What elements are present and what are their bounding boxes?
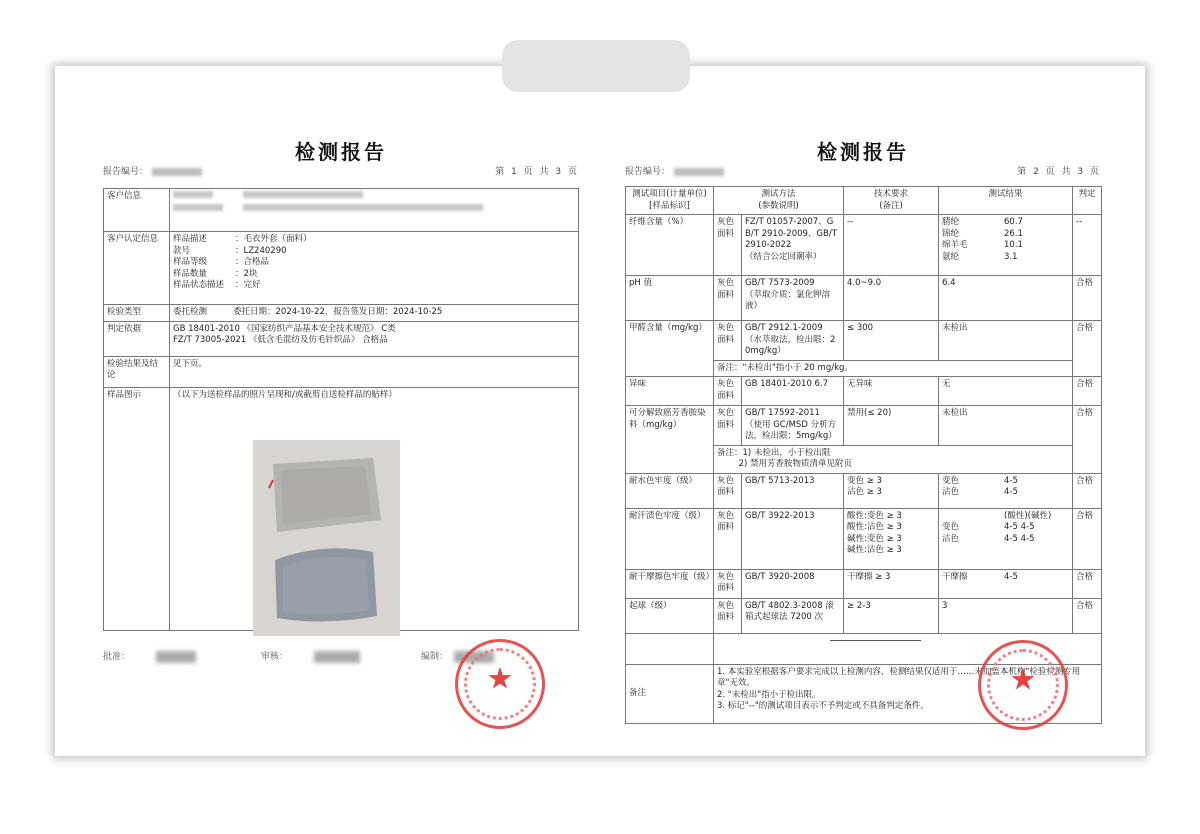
result-line — [942, 572, 1069, 584]
requirement: 酸性:变色 ≥ 3 酸性:沾色 ≥ 3 碱性:变色 ≥ 3 碱性:沾色 ≥ 3 — [844, 508, 939, 569]
result-line — [942, 408, 1069, 420]
result-value: 10.1 — [1004, 240, 1023, 250]
test-result — [939, 406, 1073, 446]
test-result — [939, 215, 1073, 276]
sample-part: 灰色面料 — [714, 508, 742, 569]
field-value: ：毛衣外套（面料） — [235, 234, 312, 244]
result-value: 4-5 — [1004, 571, 1018, 582]
judgement: 合格 — [1073, 276, 1102, 321]
table-header-row — [626, 187, 1102, 215]
requirement: ≥ 2-3 — [844, 598, 939, 633]
redacted-label — [173, 191, 213, 198]
sample-info-value — [170, 232, 579, 305]
approve-signature — [103, 649, 196, 663]
report-meta — [103, 164, 579, 178]
result-line — [942, 323, 1069, 335]
test-result — [939, 508, 1073, 569]
redacted-client-name — [243, 191, 363, 198]
sample-photo — [253, 440, 400, 636]
result-key: 腈纶 — [942, 217, 960, 227]
result-key: 沾色 — [942, 487, 960, 497]
requirement: 变色 ≥ 3 沾色 ≥ 3 — [844, 473, 939, 508]
requirement: 4.0~9.0 — [844, 276, 939, 321]
report-scan-sheet — [55, 66, 1145, 756]
requirement: -- — [844, 215, 939, 276]
official-seal-stamp — [978, 640, 1068, 730]
separator-line — [830, 640, 921, 641]
table-row — [104, 189, 579, 232]
field-key: 样品描述 — [173, 234, 208, 244]
test-item: 纤维含量（%） — [626, 215, 714, 276]
result-key: 氨纶 — [942, 251, 960, 262]
result-line — [942, 240, 1069, 252]
result-key: 变色 — [942, 475, 960, 486]
audit-label: 审核： — [261, 652, 289, 662]
result-value: 4-5 4-5 — [1004, 533, 1035, 544]
test-method: GB 18401-2010 6.7 — [742, 377, 844, 406]
redacted-client-address — [243, 204, 483, 211]
table-row — [626, 215, 1102, 276]
test-result — [939, 598, 1073, 633]
table-row — [104, 305, 579, 322]
test-result — [939, 276, 1073, 321]
result-value: 26.1 — [1004, 228, 1023, 239]
table-row — [104, 356, 579, 387]
result-value: (酸性)(碱性) — [1004, 510, 1052, 521]
remarks-label: 备注 — [626, 664, 714, 723]
client-info-label: 客户信息 — [104, 189, 170, 232]
report-meta — [625, 164, 1101, 178]
sample-info-label: 客户认定信息 — [104, 232, 170, 305]
result-key: 变色 — [942, 522, 960, 532]
header-judgement: 判定 — [1073, 187, 1102, 215]
remark-1: 1. 本实验室根据客户要求完成以上检测内容，检测结果仅适用于……未加盖本机构"检验检测专用章"无效。 — [717, 666, 1081, 688]
result-key: 无 — [942, 379, 951, 389]
basis-value — [170, 321, 579, 356]
star-icon: ★ — [486, 661, 514, 697]
test-method: GB/T 3922-2013 — [742, 508, 844, 569]
test-method: GB/T 5713-2013 — [742, 473, 844, 508]
result-line — [942, 252, 1069, 264]
result-value: 4-5 — [1004, 487, 1018, 497]
table-row — [104, 232, 579, 305]
requirement: 无异味 — [844, 377, 939, 406]
test-result — [939, 473, 1073, 508]
result-line — [942, 379, 1069, 391]
audit-signature — [261, 649, 360, 663]
judgement: 合格 — [1073, 377, 1102, 406]
result-line — [942, 229, 1069, 241]
sample-part: 灰色面料 — [714, 215, 742, 276]
test-item: 起球（级） — [626, 598, 714, 633]
result-value — [1004, 278, 1069, 290]
judgement: 合格 — [1073, 569, 1102, 598]
star-icon: ★ — [1009, 662, 1037, 698]
test-result — [939, 377, 1073, 406]
result-key: 绵羊毛 — [942, 240, 968, 250]
result-value: 4-5 4-5 — [1004, 522, 1035, 532]
conclusion-label: 检验结果及结论 — [104, 356, 170, 387]
test-method: FZ/T 01057-2007、GB/T 2910-2009、GB/T 2910-2022 （结合公定回潮率） — [742, 215, 844, 276]
result-value — [1004, 408, 1069, 420]
result-key: 干摩擦 — [942, 571, 968, 582]
result-value: 60.7 — [1004, 217, 1023, 227]
client-info-value — [170, 189, 579, 232]
test-method: GB/T 17592-2011 （使用 GC/MSD 分析方法，检出限：5mg/kg） — [742, 406, 844, 446]
basis-label: 判定依据 — [104, 321, 170, 356]
sample-part: 灰色面料 — [714, 406, 742, 446]
field-value: ：2块 — [235, 268, 258, 279]
table-row — [626, 598, 1102, 633]
result-key — [942, 511, 1004, 523]
prepare-label: 编制： — [421, 652, 449, 662]
approve-label: 批准： — [103, 652, 131, 662]
page-indicator: 第 1 页 共 3 页 — [495, 167, 579, 177]
test-result — [939, 569, 1073, 598]
remark-3: 3. 标记"--"的测试项目表示不予判定或不具备判定条件。 — [717, 701, 929, 711]
test-item: 耐干摩擦色牢度（级） — [626, 569, 714, 598]
result-key: 未检出 — [942, 323, 968, 333]
header-requirement: 技术要求 (备注) — [844, 187, 939, 215]
redacted-signature — [314, 651, 360, 663]
result-value — [1004, 323, 1069, 335]
field-value: ：LZ240290 — [235, 245, 287, 256]
report-number-label: 报告编号： — [625, 167, 671, 177]
result-line — [942, 601, 1069, 613]
scan-top-tab — [502, 40, 690, 92]
result-value: 4-5 — [1004, 475, 1018, 486]
result-key: 沾色 — [942, 533, 960, 544]
requirement: ≤ 300 — [844, 321, 939, 361]
table-row — [626, 473, 1102, 508]
table-row — [626, 321, 1102, 361]
page-title: 检测报告 — [817, 140, 909, 164]
field-value: ：合格品 — [235, 257, 270, 267]
sample-part: 灰色面料 — [714, 321, 742, 361]
result-line — [942, 511, 1069, 523]
result-key: 3 — [942, 600, 948, 611]
sample-part: 灰色面料 — [714, 473, 742, 508]
header-result: 测试结果 — [939, 187, 1073, 215]
result-line — [942, 534, 1069, 546]
empty-cell — [626, 633, 714, 664]
field-key: 样品数量 — [173, 268, 208, 279]
redacted-label — [173, 204, 223, 211]
basis-standard-2: FZ/T 73005-2021 《低含毛混纺及仿毛针织品》 合格品 — [173, 335, 388, 345]
table-row — [626, 508, 1102, 569]
result-line — [942, 487, 1069, 499]
result-line — [942, 522, 1069, 534]
test-method: GB/T 3920-2008 — [742, 569, 844, 598]
judgement: 合格 — [1073, 598, 1102, 633]
test-method: GB/T 7573-2009 （萃取介质：氯化钾溶液） — [742, 276, 844, 321]
table-row — [104, 321, 579, 356]
photo-note: （以下为送检样品的照片呈现和/或截剪自送检样品的贴样） — [173, 389, 397, 400]
judgement: 合格 — [1073, 321, 1102, 377]
result-value — [1004, 601, 1069, 613]
test-item: 甲醛含量（mg/kg） — [626, 321, 714, 377]
sample-part: 灰色面料 — [714, 276, 742, 321]
header-method: 测试方法 (参数说明) — [714, 187, 844, 215]
judgement: 合格 — [1073, 406, 1102, 474]
judgement: 合格 — [1073, 473, 1102, 508]
redacted-signature — [156, 651, 196, 663]
table-row — [626, 377, 1102, 406]
sample-part: 灰色面料 — [714, 377, 742, 406]
header-item: 测试项目(计量单位) [样品标识] — [626, 187, 714, 215]
test-dates: 委托日期：2024-10-22，报告签发日期：2024-10-25 — [233, 307, 443, 317]
result-line — [942, 217, 1069, 229]
official-seal-stamp — [455, 639, 545, 729]
report-number-label: 报告编号： — [103, 167, 149, 177]
test-item: 耐水色牢度（级） — [626, 473, 714, 508]
test-type-label: 检验类型 — [104, 305, 170, 322]
field-value: ：完好 — [235, 280, 261, 290]
judgement: 合格 — [1073, 508, 1102, 569]
field-key: 样品等级 — [173, 257, 208, 267]
sample-fabric-image — [253, 440, 400, 636]
redacted-report-number — [152, 168, 202, 176]
result-line — [942, 278, 1069, 290]
result-value — [1004, 379, 1069, 391]
test-method: GB/T 2912.1-2009 （水萃取法，检出限：20mg/kg） — [742, 321, 844, 361]
field-key: 样品状态描述 — [173, 280, 225, 290]
result-key: 6.4 — [942, 278, 956, 288]
requirement: 干摩擦 ≥ 3 — [844, 569, 939, 598]
test-item: pH 值 — [626, 276, 714, 321]
page-title: 检测报告 — [295, 140, 387, 164]
sample-part: 灰色面料 — [714, 598, 742, 633]
conclusion-value: 见下页。 — [170, 356, 579, 387]
judgement: -- — [1073, 215, 1102, 276]
test-item: 异味 — [626, 377, 714, 406]
test-result — [939, 321, 1073, 361]
result-key: 锦纶 — [942, 228, 960, 239]
test-item: 耐汗渍色牢度（级） — [626, 508, 714, 569]
basis-standard-1: GB 18401-2010 《国家纺织产品基本安全技术规范》 C类 — [173, 323, 396, 334]
sample-part: 灰色面料 — [714, 569, 742, 598]
result-line — [942, 476, 1069, 488]
row-note: 备注：1) 未检出，小于检出限 2) 禁用芳香胺物质清单见附页 — [714, 445, 1073, 473]
photo-label: 样品图示 — [104, 387, 170, 630]
redacted-report-number — [674, 168, 724, 176]
page-indicator: 第 2 页 共 3 页 — [1017, 167, 1101, 177]
test-type-value: 委托检测 — [173, 307, 208, 317]
requirement: 禁用(≤ 20) — [844, 406, 939, 446]
remark-2: 2. "未检出"指小于检出限。 — [717, 689, 821, 700]
test-type-cell — [170, 305, 579, 322]
results-body — [626, 215, 1102, 634]
row-note: 备注："未检出"指小于 20 mg/kg。 — [714, 360, 1073, 377]
field-key: 款号 — [173, 245, 191, 256]
result-value: 3.1 — [1004, 251, 1018, 262]
table-row — [626, 406, 1102, 446]
table-row — [626, 569, 1102, 598]
result-key: 未检出 — [942, 408, 968, 418]
test-item: 可分解致癌芳香胺染料（mg/kg） — [626, 406, 714, 474]
table-row — [626, 276, 1102, 321]
test-method: GB/T 4802.3-2008 滚箱式起球法 7200 次 — [742, 598, 844, 633]
